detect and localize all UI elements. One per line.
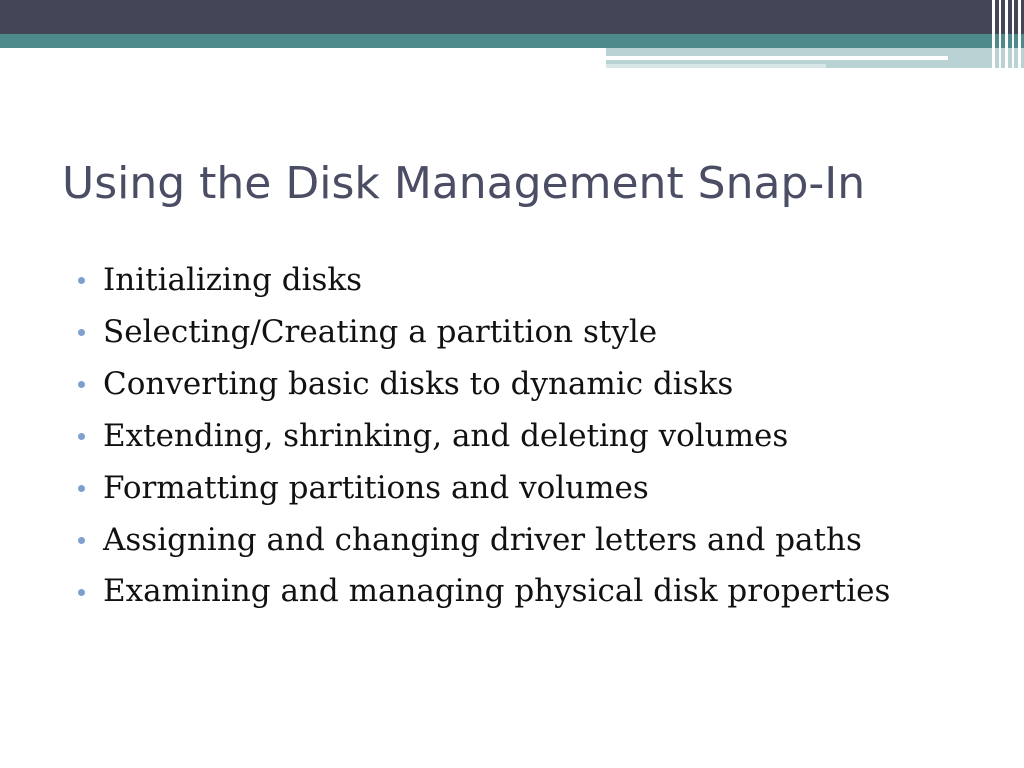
bullet-dot-icon [78,433,85,440]
bullet-item [78,518,978,562]
bullet-dot-icon [78,485,85,492]
bullet-item [78,310,978,354]
bullet-text: Examining and managing physical disk properties [103,573,891,609]
bullet-text: Initializing disks [103,262,363,298]
bullet-text: Selecting/Creating a partition style [103,314,658,350]
bullet-text: Extending, shrinking, and deleting volumes [103,418,789,454]
slide-title: Using the Disk Management Snap-In [62,158,866,209]
bullet-text: Assigning and changing driver letters and paths [103,522,862,558]
header-band-gap [0,48,606,54]
bullet-item [78,414,978,458]
bullet-dot-icon [78,381,85,388]
header-right-accent-line [606,56,948,60]
bullet-text: Converting basic disks to dynamic disks [103,366,734,402]
header-band-dark [0,0,1024,34]
header-band-teal [0,34,1024,48]
bullet-item [78,466,978,510]
bullet-text: Formatting partitions and volumes [103,470,649,506]
bullet-item [78,258,978,302]
bullet-list [78,258,978,620]
bullet-item [78,570,978,612]
bullet-dot-icon [78,329,85,336]
bullet-item [78,362,978,406]
bullet-dot-icon [78,537,85,544]
header-right-accent-underline [606,64,826,68]
bullet-dot-icon [78,277,85,284]
header-vertical-stripes [988,0,1024,70]
bullet-dot-icon [78,589,85,596]
